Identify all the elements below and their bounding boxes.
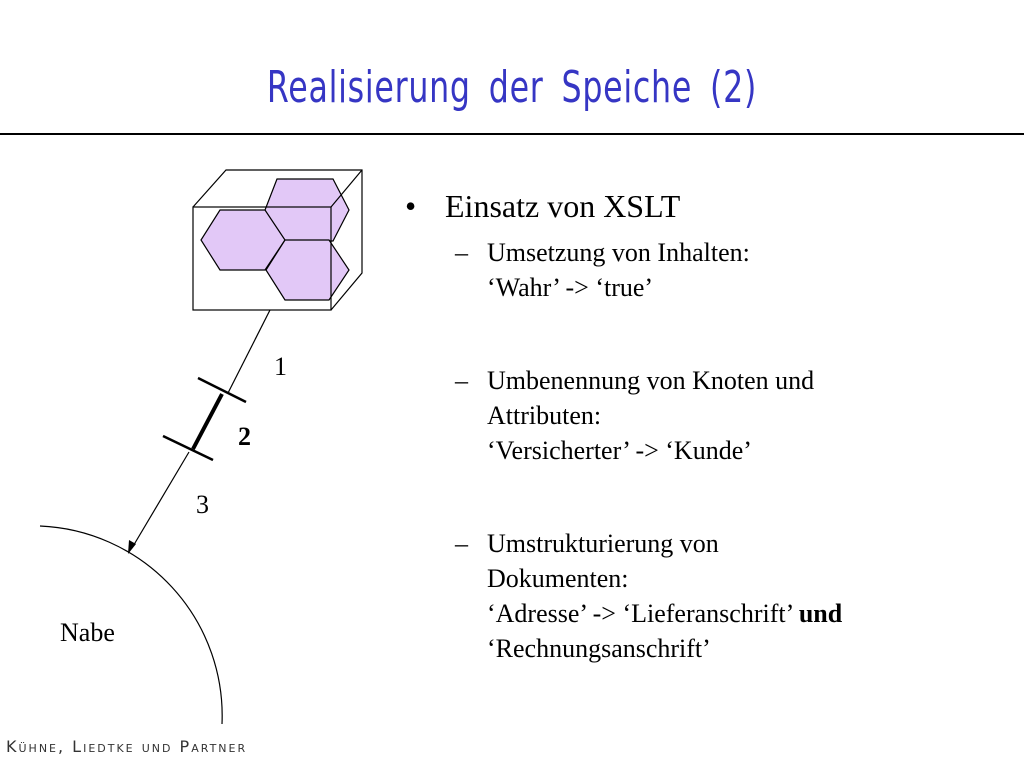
segment-1-label: 1 xyxy=(274,352,287,381)
subitem-line: Attributen: xyxy=(487,401,602,430)
segment-2-label: 2 xyxy=(238,422,251,451)
tick-lower xyxy=(163,436,213,460)
dash-icon: – xyxy=(455,529,468,558)
subitem-line: Umstrukturierung von xyxy=(487,529,719,558)
segment-3-label: 3 xyxy=(196,490,209,519)
dash-icon: – xyxy=(455,238,468,267)
subitem-line: ‘Rechnungsanschrift’ xyxy=(487,634,711,663)
subitem-line: ‘Wahr’ -> ‘true’ xyxy=(487,273,654,302)
bullet-label: Einsatz von XSLT xyxy=(445,188,681,224)
slide-title: Realisierung der Speiche (2) xyxy=(266,62,758,113)
subitem-line: Dokumenten: xyxy=(487,564,629,593)
hexagon-group xyxy=(201,179,349,300)
tick-upper xyxy=(198,378,246,402)
subitem-renaming xyxy=(405,363,1005,468)
subitem-emphasis: und xyxy=(798,599,843,628)
subitem-text: ‘Adresse’ -> ‘Lieferanschrift’ xyxy=(487,599,799,628)
subitem-line: Umbenennung von Knoten und xyxy=(487,366,815,395)
subitem-line: Umsetzung von Inhalten: xyxy=(487,238,750,267)
subitem-restructuring xyxy=(405,526,1005,666)
dash-icon: – xyxy=(455,366,468,395)
footer-company: Kühne, Liedtke und Partner xyxy=(6,737,248,756)
subitem-line xyxy=(487,596,1005,631)
subitem-line: ‘Versicherter’ -> ‘Kunde’ xyxy=(487,436,752,465)
bullet-list xyxy=(405,188,1005,666)
subitem-content-mapping xyxy=(405,235,1005,305)
bullet-item xyxy=(405,188,1005,225)
hub-label: Nabe xyxy=(60,618,115,647)
bullet-dot-icon: • xyxy=(405,188,417,224)
